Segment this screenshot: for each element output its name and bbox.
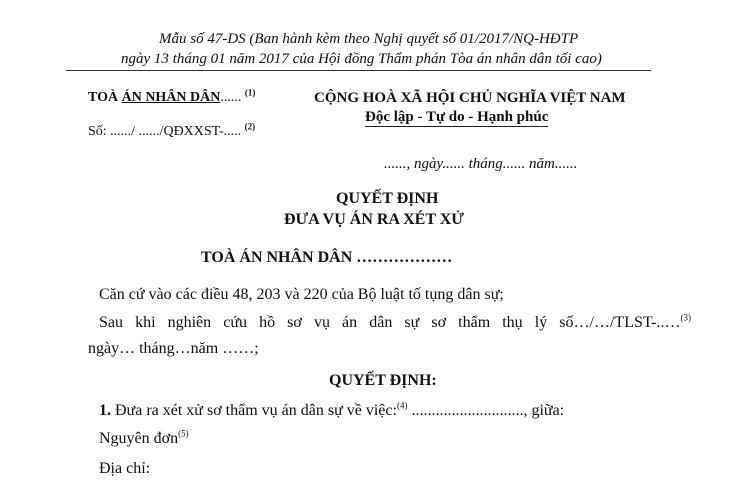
decision-number-footnote: (2) [244, 121, 256, 132]
country-name: CỘNG HOÀ XÃ HỘI CHỦ NGHĨA VIỆT NAM [314, 90, 626, 106]
court-name-footnote: (1) [244, 87, 256, 98]
item-footnote: (4) [396, 400, 408, 411]
decision-number [88, 121, 256, 140]
document-subtitle: ĐƯA VỤ ÁN RA XÉT XỬ [284, 211, 465, 228]
plaintiff-footnote: (5) [178, 428, 189, 439]
case-review-text: Sau khi nghiên cứu hồ sơ vụ án dân sự sơ thẩm thụ lý số…/…/TLST-..… [99, 314, 681, 331]
court-name-prefix: TOÀ [88, 90, 122, 105]
address-line: Địa chỉ: [99, 460, 151, 477]
issuing-court-name [88, 87, 256, 106]
court-name-dots: ...... [220, 90, 242, 105]
plaintiff-label: Nguyên đơn [99, 430, 179, 447]
header-divider [66, 70, 651, 71]
place-date-line: ......, ngày...... tháng...... năm...... [384, 156, 578, 172]
case-review-paragraph [99, 314, 691, 332]
document-title: QUYẾT ĐỊNH [336, 190, 439, 207]
form-reference-line-2: ngày 13 tháng 01 năm 2017 của Hội đồng Thẩm phán Tòa án nhân dân tối cao) [121, 51, 602, 67]
court-name-underlined: ÁN NHÂN DÂN [121, 90, 221, 105]
decision-item-1 [99, 402, 564, 420]
form-reference-line-1: Mẫu số 47-DS (Ban hành kèm theo Nghị quyết số 01/2017/NQ-HĐTP [159, 31, 579, 47]
national-motto: Độc lập - Tự do - Hạnh phúc [365, 109, 549, 125]
item-number: 1. [99, 402, 111, 419]
item-tail: ............................, giữa: [407, 402, 565, 419]
item-text: Đưa ra xét xử sơ thẩm vụ án dân sự về việc: [111, 402, 397, 419]
decision-number-text: Số: ....../ ....../QĐXXST-..... [88, 124, 242, 139]
case-review-date: ngày… tháng…năm ……; [88, 340, 259, 357]
decision-heading: QUYẾT ĐỊNH: [329, 372, 437, 389]
plaintiff-line [99, 430, 189, 448]
legal-basis-paragraph: Căn cứ vào các điều 48, 203 và 220 của Bộ luật tố tụng dân sự; [99, 286, 504, 303]
court-heading: TOÀ ÁN NHÂN DÂN ……………… [201, 249, 453, 266]
case-review-footnote: (3) [680, 312, 691, 323]
